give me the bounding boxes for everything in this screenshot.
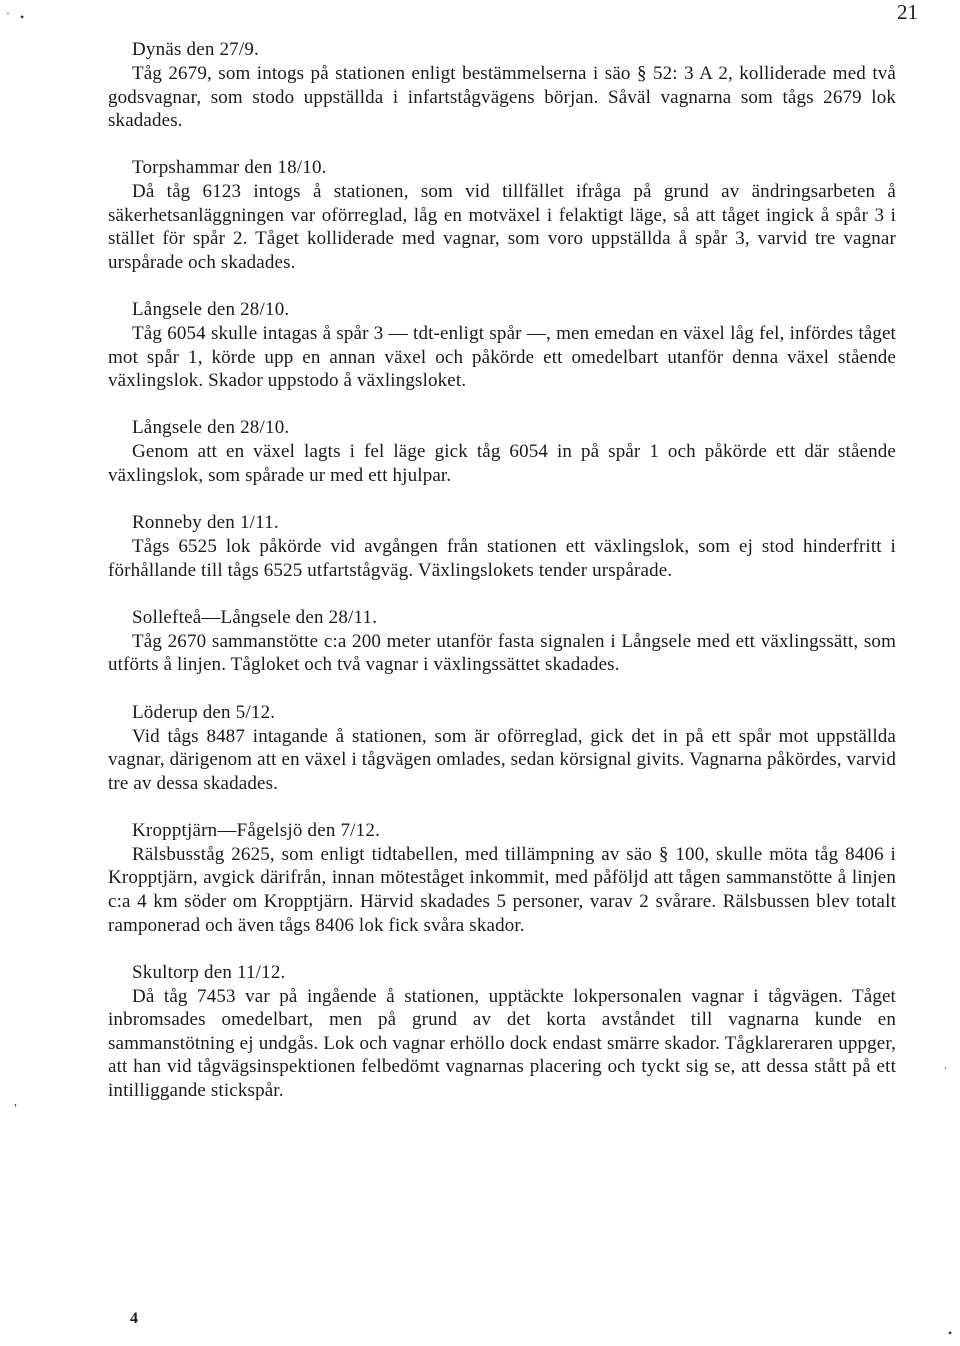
signature-mark: 4 [130, 1310, 138, 1327]
entry-heading: Kropptjärn—Fågelsjö den 7/12. [132, 819, 381, 841]
entry-text: Genom att en växel lagts i fel läge gick tåg 6054 in på spår 1 och påkörde ett där stående växlingslok, som spårade ur med ett hjulpar. [108, 441, 896, 487]
report-entry [108, 961, 896, 1103]
report-entry [108, 511, 896, 582]
entry-text: Vid tågs 8487 intagande å stationen, som är oförreglad, gick det in på ett spår mot uppställda vagnar, därigenom att en växel i tågvägen omlades, sedan körsignal givits. Vagnarna påkördes, varvid tre av dessa skadades. [108, 725, 896, 794]
entry-heading: Dynäs den 27/9. [132, 39, 260, 60]
scan-speck: • [948, 1326, 953, 1340]
report-entry [108, 701, 896, 796]
scan-speck: · [6, 6, 10, 20]
entry-heading: Långsele den 28/10. [132, 299, 290, 321]
entry-heading: Skultorp den 11/12. [132, 961, 286, 983]
report-entry [108, 606, 896, 677]
entry-heading: Löderup den 5/12. [132, 701, 276, 723]
report-entry [108, 819, 896, 937]
scan-speck: • [20, 10, 25, 24]
page-number: 21 [897, 0, 918, 24]
document-body [108, 38, 896, 1126]
entry-text: Då tåg 7453 var på ingående å stationen, upptäckte lokpersonalen vagnar i tågvägen. Tåget inbromsades omedelbart, men på grund av det korta avståndet till vagnarna kunde en sammanstötning ej undgås. Lok och vagnar erhöllo dock endast smärre skador. Tågklareraren uppger, att han vid tågvägsinspektionen felbedömt vagnarnas placering och tyckt sig se, att dessa stått på ett intilliggande stickspår. [108, 985, 896, 1102]
scan-speck: . [944, 1058, 947, 1072]
entry-heading: Ronneby den 1/11. [132, 512, 279, 534]
scan-speck: , [14, 1094, 17, 1108]
report-entry [108, 156, 896, 274]
report-entry [108, 416, 896, 487]
entry-text: Tåg 2670 sammanstötte c:a 200 meter utanför fasta signalen i Långsele med ett växlingssätt, som utförts å linjen. Tågloket och två vagnar i växlingssättet skadades. [108, 630, 896, 676]
entry-heading: Långsele den 28/10. [132, 417, 290, 439]
report-entry [108, 38, 896, 133]
entry-heading: Sollefteå—Långsele den 28/11. [132, 606, 378, 628]
report-entry [108, 298, 896, 393]
entry-text: Rälsbusståg 2625, som enligt tidtabellen, med tillämpning av säo § 100, skulle möta tåg 8406 i Kropptjärn, avgick därifrån, innan möteståget inkommit, med påföljd att tågen sammanstötte å linjen c:a 4 km söder om Kropptjärn. Härvid skadades 5 personer, varav 2 svårare. Rälsbussen blev totalt ramponerad och även tågs 8406 lok fick svåra skador. [108, 843, 896, 936]
entry-text: Tågs 6525 lok påkörde vid avgången från stationen ett växlingslok, som ej stod hinderfritt i förhållande till tågs 6525 utfartstågväg. Växlingslokets tender urspårade. [108, 536, 896, 581]
entry-heading: Torpshammar den 18/10. [132, 157, 327, 179]
entry-text: Tåg 6054 skulle intagas å spår 3 — tdt-enligt spår —, men emedan en växel låg fel, infördes tåget mot spår 1, körde upp en annan växel och påkörde ett omedelbart utanför denna växel stående växlingslok. Skador uppstodo å växlingsloket. [108, 323, 896, 392]
entry-text: Tåg 2679, som intogs på stationen enligt bestämmelserna i säo § 52: 3 A 2, kolliderade med två godsvagnar, som stodo uppställda i infartstågvägens början. Såväl vagnarna som tågs 2679 lok skadades. [108, 63, 896, 132]
entry-text: Då tåg 6123 intogs å stationen, som vid tillfället ifråga på grund av ändringsarbeten å säkerhetsanläggningen var oförreglad, låg en motväxel i felaktigt läge, så att tåget ingick å spår 3 i stället för spår 2. Tåget kolliderade med vagnar, som voro uppställda å spår 3, varvid tre vagnar urspårade och skadades. [108, 181, 896, 274]
